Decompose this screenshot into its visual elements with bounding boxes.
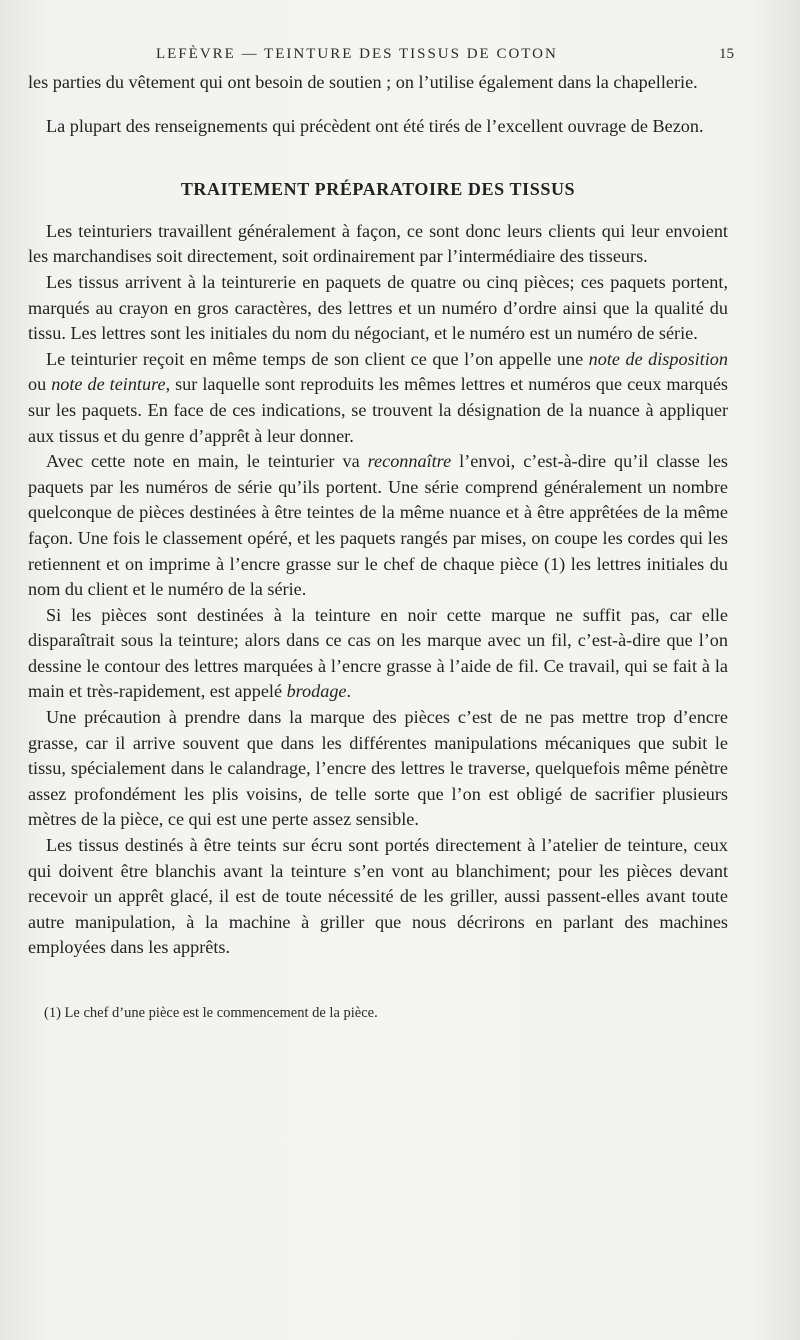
paragraph: Une précaution à prendre dans la marque des pièces c’est de ne pas mettre trop d’encre grasse, car il arrive souvent que dans les différentes manipulations mécaniques que subit le tissu, spécialement dans le calandrage, l’encre des lettres le traverse, quelquefois même pénètre assez profondément les plis voisins, de telle sorte que l’on est obligé de sacrifier plusieurs mètres de la pièce, ce qui est une perte assez sensible. <box>28 707 728 830</box>
paragraph-sources: La plupart des renseignements qui précèdent ont été tirés de l’excellent ouvrage de Bezon. <box>46 115 704 136</box>
paragraph: Le teinturier reçoit en même temps de son client ce que l’on appelle une note de disposition ou note de teinture, sur laquelle sont reproduits les mêmes lettres et numéros que ceux marqués sur les paquets. En face de ces indications, se trouvent la désignation de la nuance à appliquer aux tissus et du genre d’apprêt à leur donner. <box>28 348 729 446</box>
paragraph: Avec cette note en main, le teinturier va reconnaître l’envoi, c’est-à-dire qu’il classe les paquets par les numéros de série qu’ils portent. Une série comprend généralement un nombre quelconque de pièces destinées à être teintes de la même nuance et à être apprêtées de la même façon. Une fois le classement opéré, et les paquets rangés par mises, on coupe les cordes qui les retiennent et on imprime à l’encre grasse sur le chef de chaque pièce (1) les lettres initiales du nom du client et le numéro de la série. <box>28 451 728 600</box>
italic-term: reconnaître <box>367 451 452 472</box>
section-heading: TRAITEMENT PRÉPARATOIRE DES TISSUS <box>180 179 576 200</box>
italic-term: note de teinture <box>51 374 166 395</box>
italic-term: note de disposition <box>588 348 728 369</box>
paragraph: Les teinturiers travaillent généralement à façon, ce sont donc leurs clients qui leur envoient les marchandises soit directement, soit ordinairement par l’intermédiaire des tisseurs. <box>28 220 728 267</box>
page-number: 15 <box>719 46 734 62</box>
italic-term: brodage <box>286 681 347 702</box>
paragraph-continuation: les parties du vêtement qui ont besoin de soutien ; on l’utilise également dans la chapellerie. <box>28 72 698 92</box>
footnote: (1) Le chef d’une pièce est le commencement de la pièce. <box>44 1005 378 1021</box>
paragraph: Les tissus destinés à être teints sur écru sont portés directement à l’atelier de teinture, ceux qui doivent être blanchis avant la teinture s’en vont au blanchiment; pour les pièces devant recevoir un apprêt glacé, il est de toute nécessité de les griller, aussi passent-elles avant toute autre manipulation, à la machine à griller que nous décrirons en parlant des machines employées dans les apprêts. <box>28 835 728 958</box>
paragraph: Si les pièces sont destinées à la teinture en noir cette marque ne suffit pas, car elle disparaîtrait sous la teinture; alors dans ce cas on les marque avec un fil, c’est-à-dire que l’on dessine le contour des lettres marquées à l’encre grasse à l’aide de fil. Ce travail, qui se fait à la main et très-rapidement, est appelé brodage. <box>28 604 728 702</box>
paragraph: Les tissus arrivent à la teinturerie en paquets de quatre ou cinq pièces; ces paquets portent, marqués au crayon en gros caractères, des lettres et un numéro d’ordre ainsi que la qualité du tissu. Les lettres sont les initiales du nom du négociant, et le numéro est un numéro de série. <box>28 271 728 344</box>
running-title: LEFÈVRE — TEINTURE DES TISSUS DE COTON <box>156 46 558 62</box>
body-text <box>28 70 728 961</box>
running-header <box>28 42 734 70</box>
